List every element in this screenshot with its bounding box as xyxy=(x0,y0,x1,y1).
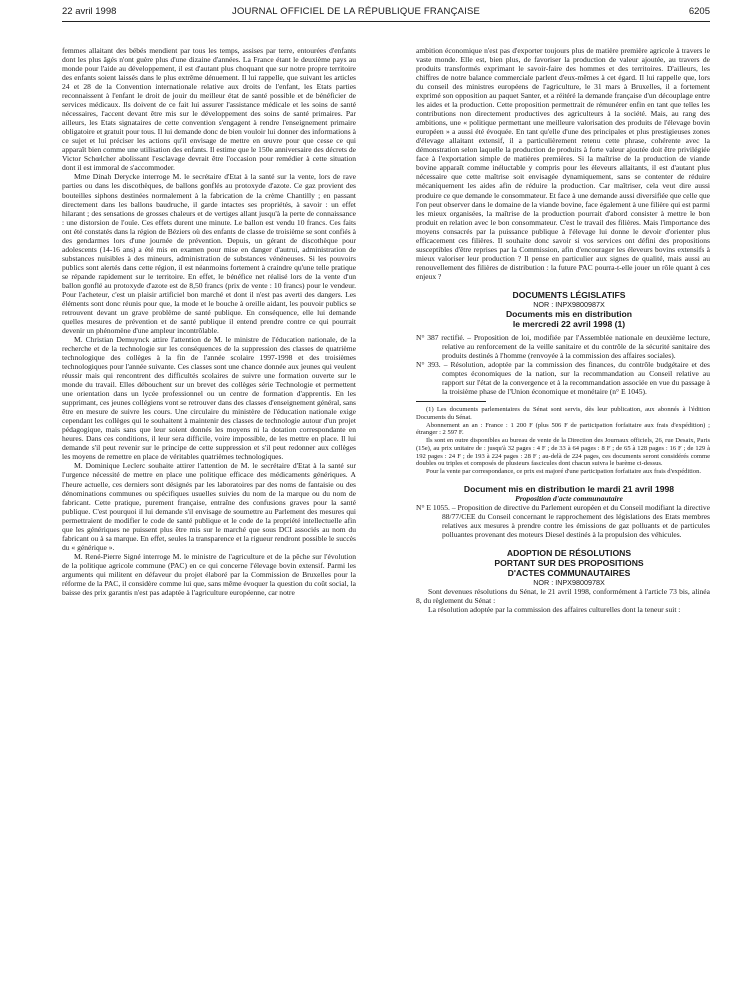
question-paragraph: Mme Dinah Derycke interroge M. le secrétaire d'Etat à la santé sur la vente, lors de rave parties ou dans les discothèques, de ballons gonflés au protoxyde d'azote. Ce gaz provient des bouteilles siphons destinées normalement à la fabrication de la crème Chantilly ; en passant directement dans les ballons baudruche, il garde intactes ses propriétés, à savoir : un effet hilarant ; des sensations de grosses chaleurs et de vertiges allant jusqu'à la perte de connaissance : une distorsion de l'ouïe. Ces effets durent une minute. Le ballon est vendu 10 francs. Ces faits ont été constatés dans la région de Béziers où des enfants de classe de troisième se sont confiés à des gendarmes lors d'une journée de prévention. Depuis, un gérant de discothèque pour adolescents (14-16 ans) a été mis en examen pour mise en danger d'autrui, administration de substances nuisibles à des mineurs, administration de substances vénéneuses. Si les pouvoirs publics sont alertés dans cette région, il est néanmoins fortement à craindre qu'une telle pratique se répande rapidement sur le territoire. En effet, le bénéfice net réalisé lors de la vente d'un ballon gonflé au protoxyde d'azote est de 8,50 francs (prix de vente : 10 francs) pour le vendeur. Pour l'acheteur, c'est un plaisir artificiel bon marché et dont il n'est pas averti des dangers. Les éléments sont donc réunis pour que, la mode et le bouche à oreille aidant, les pouvoir publics se retrouvent devant un grave problème de santé publique. En conséquence, elle lui demande quelles mesures de prévention et de santé publique il entend prendre contre ce qui pourrait devenir un phénomène d'une ampleur incontrôlable. xyxy=(62,172,356,335)
section-title-documents-legislatifs: DOCUMENTS LÉGISLATIFS xyxy=(512,289,626,300)
document-item: N° 387 rectifié. – Proposition de loi, modifiée par l'Assemblée nationale en deuxième lecture, relative au renforcement de la veille sanitaire et du contrôle de la sécurité sanitaire des produits destinés à l'homme (renvoyée à la commission des affaires sociales). xyxy=(416,332,710,360)
question-paragraph: M. Dominique Leclerc souhaite attirer l'attention de M. le secrétaire d'Etat à la santé sur l'urgence nécessité de mettre en place une politique efficace des médicaments génériques. A l'heure actuelle, ces derniers sont désignés par les laboratoires par des noms de fantaisie ou des dénominations communes ou spécifiques usuelles suivies du nom de la marque ou du nom de fabricant. Cette pratique, purement française, entraîne des confusions graves pour la santé publique. C'est pourquoi il lui demande s'il envisage de soumettre au Parlement des mesures qui permettraient de modifier le code de santé publique et le code de la propriété intellectuelle afin que les génériques ne puissent plus être mis sur le marché que sous DCI associés au nom du fabricant ou à sa marque. En effet, seules la transparence et la rigueur rendront possible le succès du « générique ». xyxy=(62,461,356,552)
distribution-heading-line1: Documents mis en distribution xyxy=(505,308,633,319)
adoption-title-line3: D'ACTES COMMUNAUTAIRES xyxy=(507,567,631,578)
distribution-heading-21-avril: Document mis en distribution le mardi 21 avril 1998 xyxy=(463,483,675,494)
footnote: Pour la vente par correspondance, ce prix est majoré d'une participation forfaitaire aux frais d'expédition. xyxy=(426,468,702,476)
document-item: N° 393. – Résolution, adoptée par la commission des finances, du contrôle budgétaire et des comptes économiques de la nation, sur la recommandation au Conseil relative au rapport sur l'état de la convergence et à la recommandation associée en vue du passage à la troisième phase de l'Union économique et monétaire (n° E 1045). xyxy=(416,359,710,396)
page-header xyxy=(62,4,710,20)
right-column xyxy=(416,46,710,614)
adoption-paragraph: La résolution adoptée par la commission des affaires culturelles dont la teneur suit : xyxy=(428,605,681,614)
header-date: 22 avril 1998 xyxy=(62,6,117,17)
document-item: N° E 1055. – Proposition de directive du Parlement européen et du Conseil modifiant la directive 88/77/CEE du Conseil concernant le rapprochement des législations des Etats membres relatives aux mesures à prendre contre les émissions de gaz polluants et de particules polluantes provenant des moteurs Diesel destinés à la propulsion des véhicules. xyxy=(416,502,710,539)
footnotes xyxy=(416,406,710,476)
question-paragraph: femmes allaitant des bébés mendient par tous les temps, assises par terre, entourées d'enfants dont les plus âgés n'ont guère plus d'une dizaine d'années. La France étant le deuxième pays au monde pour l'aide au développement, il est d'autant plus choquant que sur notre propre territoire des enfants soient laissés dans le plus extrême dénuement. Il lui rappelle, que suivant les articles 24 et 28 de la Convention internationale relative aux droits de l'enfant, les Etats parties reconnaissent à l'enfant le droit de jouir du meilleur état de santé possible et de bénéficier de services médicaux. Ils doivent de ce fait lui assurer l'assistance médicale et les soins de santé nécessaires, l'accent devant être mis sur le développement des soins de santé primaires. Par ailleurs, les Etats signataires de cette convention s'engagent à rendre l'enseignement primaire obligatoire et gratuit pour tous. Il lui demande donc de bien vouloir lui donner des informations à ce sujet et lui préciser les actions qu'il envisage de mettre en œuvre pour que cesse ce qui apparaît bien comme une utilisation des enfants. Il estime que le 150e anniversaire des décrets de Victor Schœlcher abolissant l'esclavage devrait être l'occasion pour remédier à cette situation dont il est immoral de s'accommoder. xyxy=(62,46,356,173)
nor-reference: NOR : INPX9800987X xyxy=(533,299,605,309)
footnote: (1) Les documents parlementaires du Sénat sont servis, dès leur publication, aux abonnés à l'édition Documents du Sénat. xyxy=(416,406,710,421)
distribution-heading-line2: le mercredi 22 avril 1998 (1) xyxy=(512,318,626,329)
question-continuation: ambition économique n'est pas d'exporter toujours plus de matière première agricole à travers le vaste monde. Elle est, bien plus, de favoriser la production de valeur ajoutée, au travers de produits transformés exprimant le savoir-faire des hommes et des territoires. D'ailleurs, les chiffres de notre balance commerciale parlent d'eux-mêmes à cet égard. Il lui rappelle que, lors du conseil des ministres européens de l'agriculture, le 31 mars à Bruxelles, il a fortement exprimé son opposition au paquet Santer, et a réitéré la demande française d'un découplage entre les aides et la production. Cette proposition permettrait de rémunérer enfin en tant que telles les contributions non directement productives des agriculteurs à la société. Mais, au rang des ambitions, une « politique permettant une meilleure valorisation des produits de l'élevage bovin européen » a aussi été évoquée. En tant qu'elle d'une des principales et plus prestigieuses zones d'élevage allaitant extensif, il a particulièrement retenu cette phrase, cohérente avec la démonstration selon laquelle la production de produits à forte valeur ajoutée doit être privilégiée face à l'exportation simple de matières premières. Si la maîtrise de la production de viande bovine apparaît comme inéluctable y compris pour les éleveurs allaitants, il est d'autant plus nécessaire que cette maîtrise soit envisagée dynamiquement, sans se contenter de réduire mécaniquement les aides afin de réduire la production. Car maîtriser, cela veut dire aussi produire ce que demande le consommateur. Et face à une demande aussi diversifiée que celle que l'on peut observer dans le domaine de la viande bovine, face également à une filière qui est parmi les mieux organisées, la maîtrise de la production pourrait d'abord consister à mettre le bon produit en relation avec le bon consommateur. C'est le travail des filières. Mais l'importance des moyens consacrés par la puissance publique à l'élevage lui donne le devoir d'orienter plus efficacement ces filières. Il souhaite donc savoir si vos services ont défini des propositions susceptibles d'être reprises par la Commission, afin d'encourager les éleveurs bovins extensifs à mieux valoriser leur production ? Il pense en particulier aux signes de qualité, mais aussi au renouvellement des filières de distribution : la future PAC pourra-t-elle jouer un rôle quant à ces enjeux ? xyxy=(416,46,710,281)
adoption-title-line2: PORTANT SUR DES PROPOSITIONS xyxy=(494,557,644,568)
footnote: Ils sont en outre disponibles au bureau de vente de la Direction des Journaux officiels, 26, rue Desaix, Paris (15e), au prix unitaire de : jusqu'à 32 pages : 4 F ; de 33 à 64 pages : 8 F ; de 65 à 128 pages : 16 F ; de 129 à 192 pages : 24 F ; de 193 à 224 pages : 28 F ; au-delà de 224 pages, ces documents seront considérés comme doubles ou triples et composés de plusieurs fascicules dont chacun suivra le barème ci-dessus. xyxy=(416,437,710,468)
question-paragraph: M. Christian Demuynck attire l'attention de M. le ministre de l'éducation nationale, de la recherche et de la technologie sur les conséquences de la suppression des classes de quatrième technologique des collèges à la fin de l'année scolaire 1997-1998 et des troisièmes technologiques pour l'année suivante. Ces classes sont une chance donnée aux jeunes qui veulent réussir mais qui rencontrent des difficultés scolaires de suivre une formation ouverte sur le monde du travail. Elles débouchent sur un brevet des collèges série Technologie et permettent une orientation dans un lycée professionnel ou un centre de formation d'apprentis. En les supprimant, ces jeunes collégiens vont se retrouver dans des classes d'enseignement général, sans être en mesure de suivre les cours. Une circulaire du ministère de l'éducation nationale exige cependant les collèges qui le souhaitent à maintenir des classes de technologie autour d'un projet pédagogique, mais sans que leur soient donnés les moyens ni la dotation correspondante en heures. Dans ces conditions, il leur sera difficile, voire impossible, de les mettre en place. Il lui demande s'il peut revenir sur le principe de cette suppression et s'il peut redonner aux collèges les moyens de remettre en place de véritables quatrièmes technologiques. xyxy=(62,335,356,462)
question-paragraph: M. René-Pierre Signé interroge M. le ministre de l'agriculture et de la pêche sur l'évolution de la politique agricole commune (PAC) en ce qui concerne l'élevage bovin extensif. Parmi les arguments qui militent en défaveur du projet élaboré par la Commission de Bruxelles pour la réforme de la PAC, il considère comme lui que, sans même évoquer la question du coût social, la baisse des prix garantis n'est pas adaptée à l'agriculture européenne, car notre xyxy=(62,551,356,597)
footnote: Abonnement an an : France : 1 200 F (plus 506 F de participation forfaitaire aux frais d'expédition) ; étranger : 2 597 F. xyxy=(416,421,710,437)
communautaire-subheading: Proposition d'acte communautaire xyxy=(515,493,623,503)
header-rule xyxy=(62,21,710,22)
adoption-title-line1: ADOPTION DE RÉSOLUTIONS xyxy=(506,547,632,558)
page-number: 6205 xyxy=(688,6,710,17)
adoption-paragraph: Sont devenues résolutions du Sénat, le 21 avril 1998, conformément à l'article 73 bis, alinéa 8, du règlement du Sénat : xyxy=(416,586,710,605)
footnote-rule xyxy=(416,401,486,402)
journal-title: JOURNAL OFFICIEL DE LA RÉPUBLIQUE FRANÇAISE xyxy=(232,6,481,17)
nor-reference: NOR : INPX9800978X xyxy=(533,577,605,587)
left-column xyxy=(62,46,356,597)
